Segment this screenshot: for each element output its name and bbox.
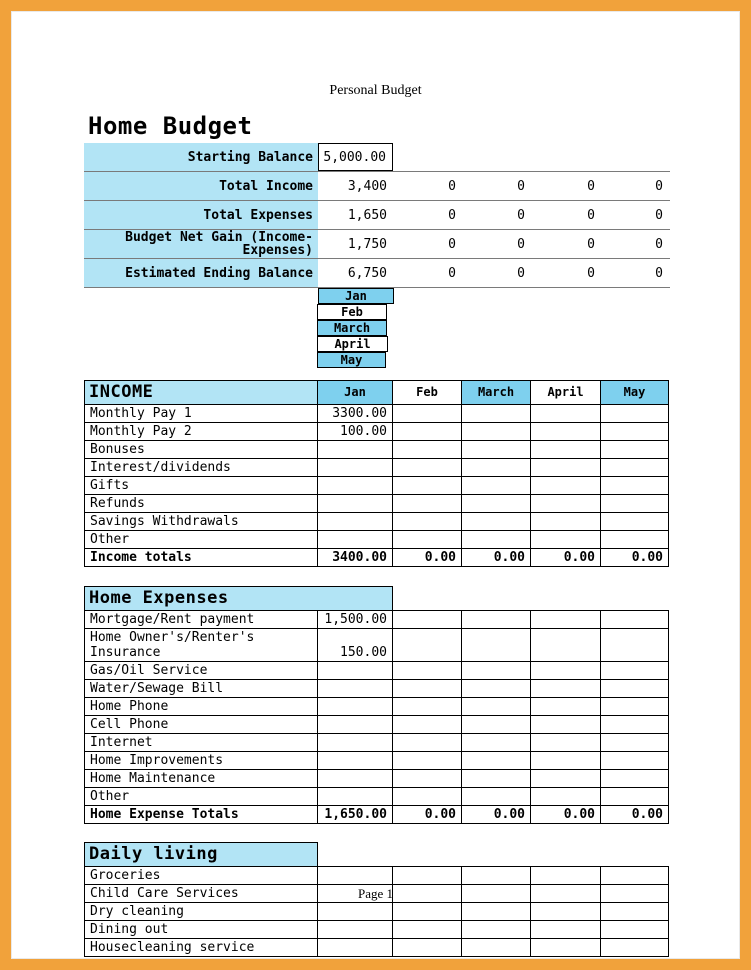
summary-cell-april: 0 xyxy=(587,265,595,281)
income-cell-jan xyxy=(317,512,393,531)
income-cell-april xyxy=(530,476,601,495)
income-cell-feb xyxy=(392,422,462,441)
expense-cell-feb xyxy=(392,610,462,629)
daily-row-label: Child Care Services xyxy=(84,884,318,903)
expense-cell-feb xyxy=(392,733,462,752)
daily-cell-feb xyxy=(392,938,462,957)
summary-cell-april: 0 xyxy=(587,236,595,252)
income-cell-jan xyxy=(317,494,393,513)
summary-row-value: 6,750 xyxy=(347,265,387,281)
daily-cell-march xyxy=(461,866,531,885)
income-cell-may xyxy=(600,422,669,441)
daily-row-label: Dining out xyxy=(84,920,318,939)
home-expense-totals-label: Home Expense Totals xyxy=(84,805,318,824)
expense-cell-jan xyxy=(317,751,393,770)
summary-row xyxy=(84,143,670,172)
expense-cell-may xyxy=(600,751,669,770)
month-cell-feb: Feb xyxy=(317,304,387,320)
income-row xyxy=(84,458,670,477)
expense-row xyxy=(84,628,670,662)
page-title: Home Budget xyxy=(88,112,253,140)
expense-cell-april xyxy=(530,628,601,662)
expense-cell-may xyxy=(600,715,669,734)
income-cell-feb xyxy=(392,440,462,459)
home-expense-total-jan: 1,650.00 xyxy=(317,805,393,824)
income-cell-march xyxy=(461,440,531,459)
expense-cell-jan xyxy=(317,661,393,680)
expense-cell-march xyxy=(461,733,531,752)
summary-row-value: 3,400 xyxy=(347,178,387,194)
expense-cell-jan xyxy=(317,733,393,752)
income-total-march: 0.00 xyxy=(461,548,531,567)
income-totals-row xyxy=(84,548,670,567)
daily-row-label: Groceries xyxy=(84,866,318,885)
daily-cell-april xyxy=(530,938,601,957)
summary-cell-march: 0 xyxy=(517,236,525,252)
daily-row xyxy=(84,938,670,957)
income-cell-jan xyxy=(317,530,393,549)
summary-row xyxy=(84,201,670,230)
income-row xyxy=(84,422,670,441)
daily-cell-feb xyxy=(392,902,462,921)
daily-row xyxy=(84,902,670,921)
expense-cell-jan xyxy=(317,679,393,698)
summary-cell-april: 0 xyxy=(587,207,595,223)
daily-cell-feb xyxy=(392,866,462,885)
month-cell-march: March xyxy=(461,380,531,405)
summary-cell-may: 0 xyxy=(655,178,663,194)
expense-cell-april xyxy=(530,769,601,788)
summary-row xyxy=(84,172,670,201)
expense-cell-april xyxy=(530,697,601,716)
summary-cell-march xyxy=(462,143,531,171)
income-cell-jan xyxy=(317,476,393,495)
expense-row-label: Cell Phone xyxy=(84,715,318,734)
home-expenses-rows xyxy=(84,610,670,806)
income-cell-march xyxy=(461,494,531,513)
summary-row-label: Total Income xyxy=(84,172,318,200)
income-total-feb: 0.00 xyxy=(392,548,462,567)
months-header-row xyxy=(318,288,670,368)
summary-cell-march: 0 xyxy=(517,207,525,223)
income-row xyxy=(84,494,670,513)
income-section xyxy=(84,380,670,567)
daily-cell-march xyxy=(461,920,531,939)
summary-cell-march: 0 xyxy=(517,178,525,194)
daily-row-label: Dry cleaning xyxy=(84,902,318,921)
income-cell-feb xyxy=(392,494,462,513)
daily-row xyxy=(84,866,670,885)
income-cell-jan xyxy=(317,458,393,477)
summary-row xyxy=(84,230,670,259)
income-cell-april xyxy=(530,512,601,531)
daily-cell-may xyxy=(600,902,669,921)
daily-row-label: Housecleaning service xyxy=(84,938,318,957)
daily-cell-may xyxy=(600,938,669,957)
income-row-label: Monthly Pay 1 xyxy=(84,404,318,423)
summary-row-label: Budget Net Gain (Income-Expenses) xyxy=(84,230,318,258)
summary-row-value: 5,000.00 xyxy=(318,143,393,171)
daily-living-rows xyxy=(84,866,670,957)
summary-cell-april: 0 xyxy=(587,178,595,194)
income-cell-april xyxy=(530,422,601,441)
income-row-label: Gifts xyxy=(84,476,318,495)
expense-cell-march xyxy=(461,679,531,698)
expense-cell-march xyxy=(461,715,531,734)
month-cell-may: May xyxy=(317,352,386,368)
expense-cell-jan xyxy=(317,715,393,734)
daily-cell-jan xyxy=(317,902,393,921)
home-expenses-section xyxy=(84,586,670,824)
income-cell-march xyxy=(461,512,531,531)
summary-row-label: Estimated Ending Balance xyxy=(84,259,318,287)
home-expense-total-feb: 0.00 xyxy=(392,805,462,824)
expense-row xyxy=(84,787,670,806)
income-cell-jan: 100.00 xyxy=(317,422,393,441)
income-cell-may xyxy=(600,530,669,549)
expense-cell-april xyxy=(530,661,601,680)
daily-cell-april xyxy=(530,902,601,921)
daily-cell-feb xyxy=(392,920,462,939)
income-cell-march xyxy=(461,404,531,423)
income-row xyxy=(84,440,670,459)
summary-cell-may: 0 xyxy=(655,236,663,252)
page-number: Page 1 xyxy=(357,886,394,901)
expense-row xyxy=(84,751,670,770)
expense-cell-feb xyxy=(392,628,462,662)
expense-cell-feb xyxy=(392,787,462,806)
summary-cell-march: 0 xyxy=(517,265,525,281)
income-row-label: Other xyxy=(84,530,318,549)
expense-cell-march xyxy=(461,661,531,680)
home-expenses-header-row xyxy=(84,586,670,611)
daily-cell-may xyxy=(600,866,669,885)
expense-cell-march xyxy=(461,787,531,806)
summary-row-label: Starting Balance xyxy=(84,143,318,171)
income-row xyxy=(84,530,670,549)
expense-row-label: Other xyxy=(84,787,318,806)
income-cell-may xyxy=(600,404,669,423)
expense-cell-march xyxy=(461,769,531,788)
expense-cell-may xyxy=(600,697,669,716)
budget-sheet xyxy=(84,143,670,957)
income-cell-march xyxy=(461,530,531,549)
daily-cell-jan xyxy=(317,938,393,957)
expense-cell-april xyxy=(530,787,601,806)
expense-cell-feb xyxy=(392,769,462,788)
summary-row xyxy=(84,259,670,288)
income-total-april: 0.00 xyxy=(530,548,601,567)
expense-row-label: Home Owner's/Renter's Insurance xyxy=(84,628,318,662)
expense-row xyxy=(84,610,670,629)
income-row-label: Bonuses xyxy=(84,440,318,459)
daily-cell-may xyxy=(600,920,669,939)
summary-cell-feb: 0 xyxy=(448,178,456,194)
income-cell-jan xyxy=(317,440,393,459)
income-cell-may xyxy=(600,494,669,513)
expense-row-label: Gas/Oil Service xyxy=(84,661,318,680)
income-row xyxy=(84,512,670,531)
income-cell-march xyxy=(461,422,531,441)
expense-row xyxy=(84,697,670,716)
income-cell-jan: 3300.00 xyxy=(317,404,393,423)
expense-cell-may xyxy=(600,628,669,662)
expense-cell-may xyxy=(600,733,669,752)
income-row-label: Savings Withdrawals xyxy=(84,512,318,531)
expense-row-label: Water/Sewage Bill xyxy=(84,679,318,698)
expense-cell-feb xyxy=(392,661,462,680)
income-row xyxy=(84,404,670,423)
income-section-title: INCOME xyxy=(84,380,318,405)
expense-cell-april xyxy=(530,679,601,698)
expense-cell-april xyxy=(530,751,601,770)
income-row-label: Refunds xyxy=(84,494,318,513)
summary-cell-feb xyxy=(393,143,462,171)
expense-cell-march xyxy=(461,697,531,716)
income-cell-march xyxy=(461,476,531,495)
expense-cell-april xyxy=(530,610,601,629)
daily-cell-march xyxy=(461,902,531,921)
expense-cell-march xyxy=(461,751,531,770)
expense-cell-jan: 150.00 xyxy=(317,628,393,662)
daily-row xyxy=(84,920,670,939)
doc-header-title: Personal Budget xyxy=(329,83,422,98)
income-cell-may xyxy=(600,440,669,459)
summary-cell-may: 0 xyxy=(655,207,663,223)
expense-cell-may xyxy=(600,610,669,629)
expense-row-label: Home Improvements xyxy=(84,751,318,770)
income-cell-may xyxy=(600,512,669,531)
income-totals-label: Income totals xyxy=(84,548,318,567)
expense-row-label: Home Maintenance xyxy=(84,769,318,788)
expense-cell-jan xyxy=(317,787,393,806)
daily-cell-march xyxy=(461,938,531,957)
expense-cell-may xyxy=(600,787,669,806)
income-cell-may xyxy=(600,458,669,477)
expense-cell-jan xyxy=(317,697,393,716)
expense-row xyxy=(84,733,670,752)
month-cell-april: April xyxy=(317,336,388,352)
income-total-may: 0.00 xyxy=(600,548,669,567)
summary-row-label: Total Expenses xyxy=(84,201,318,229)
expense-cell-jan xyxy=(317,769,393,788)
summary-cell-may xyxy=(601,143,669,171)
home-expense-total-april: 0.00 xyxy=(530,805,601,824)
summary-row-value: 1,650 xyxy=(347,207,387,223)
expense-row xyxy=(84,715,670,734)
expense-row-label: Mortgage/Rent payment xyxy=(84,610,318,629)
month-cell-april: April xyxy=(530,380,601,405)
income-cell-april xyxy=(530,458,601,477)
income-cell-feb xyxy=(392,476,462,495)
summary-cell-feb: 0 xyxy=(448,236,456,252)
expense-cell-april xyxy=(530,733,601,752)
daily-cell-april xyxy=(530,866,601,885)
income-cell-feb xyxy=(392,512,462,531)
expense-cell-feb xyxy=(392,751,462,770)
income-row xyxy=(84,476,670,495)
income-row-label: Interest/dividends xyxy=(84,458,318,477)
expense-cell-feb xyxy=(392,679,462,698)
expense-cell-jan: 1,500.00 xyxy=(317,610,393,629)
income-cell-march xyxy=(461,458,531,477)
daily-living-section-title: Daily living xyxy=(84,842,318,867)
income-cell-feb xyxy=(392,458,462,477)
expense-row xyxy=(84,769,670,788)
expense-cell-march xyxy=(461,628,531,662)
daily-cell-jan xyxy=(317,866,393,885)
home-expenses-totals-row xyxy=(84,805,670,824)
month-cell-feb: Feb xyxy=(392,380,462,405)
expense-row xyxy=(84,679,670,698)
month-cell-jan: Jan xyxy=(318,288,394,304)
income-total-jan: 3400.00 xyxy=(317,548,393,567)
income-header-row xyxy=(84,380,670,405)
expense-row xyxy=(84,661,670,680)
income-cell-april xyxy=(530,494,601,513)
summary-cell-feb: 0 xyxy=(448,207,456,223)
summary-table xyxy=(84,143,670,288)
expense-cell-march xyxy=(461,610,531,629)
month-cell-jan: Jan xyxy=(317,380,393,405)
income-cell-feb xyxy=(392,530,462,549)
income-cell-april xyxy=(530,530,601,549)
home-expenses-section-title: Home Expenses xyxy=(84,586,393,611)
income-cell-april xyxy=(530,440,601,459)
income-cell-april xyxy=(530,404,601,423)
month-cell-march: March xyxy=(317,320,387,336)
summary-cell-april xyxy=(531,143,601,171)
home-expense-total-may: 0.00 xyxy=(600,805,669,824)
summary-cell-feb: 0 xyxy=(448,265,456,281)
summary-cell-may: 0 xyxy=(655,265,663,281)
expense-cell-feb xyxy=(392,697,462,716)
summary-row-value: 1,750 xyxy=(347,236,387,252)
income-cell-feb xyxy=(392,404,462,423)
home-expense-total-march: 0.00 xyxy=(461,805,531,824)
expense-row-label: Home Phone xyxy=(84,697,318,716)
expense-cell-feb xyxy=(392,715,462,734)
income-cell-may xyxy=(600,476,669,495)
daily-cell-jan xyxy=(317,920,393,939)
expense-cell-april xyxy=(530,715,601,734)
expense-cell-may xyxy=(600,679,669,698)
daily-cell-april xyxy=(530,920,601,939)
expense-cell-may xyxy=(600,769,669,788)
income-rows xyxy=(84,404,670,549)
daily-living-header-row xyxy=(84,842,670,867)
income-row-label: Monthly Pay 2 xyxy=(84,422,318,441)
month-cell-may: May xyxy=(600,380,669,405)
expense-cell-may xyxy=(600,661,669,680)
expense-row-label: Internet xyxy=(84,733,318,752)
